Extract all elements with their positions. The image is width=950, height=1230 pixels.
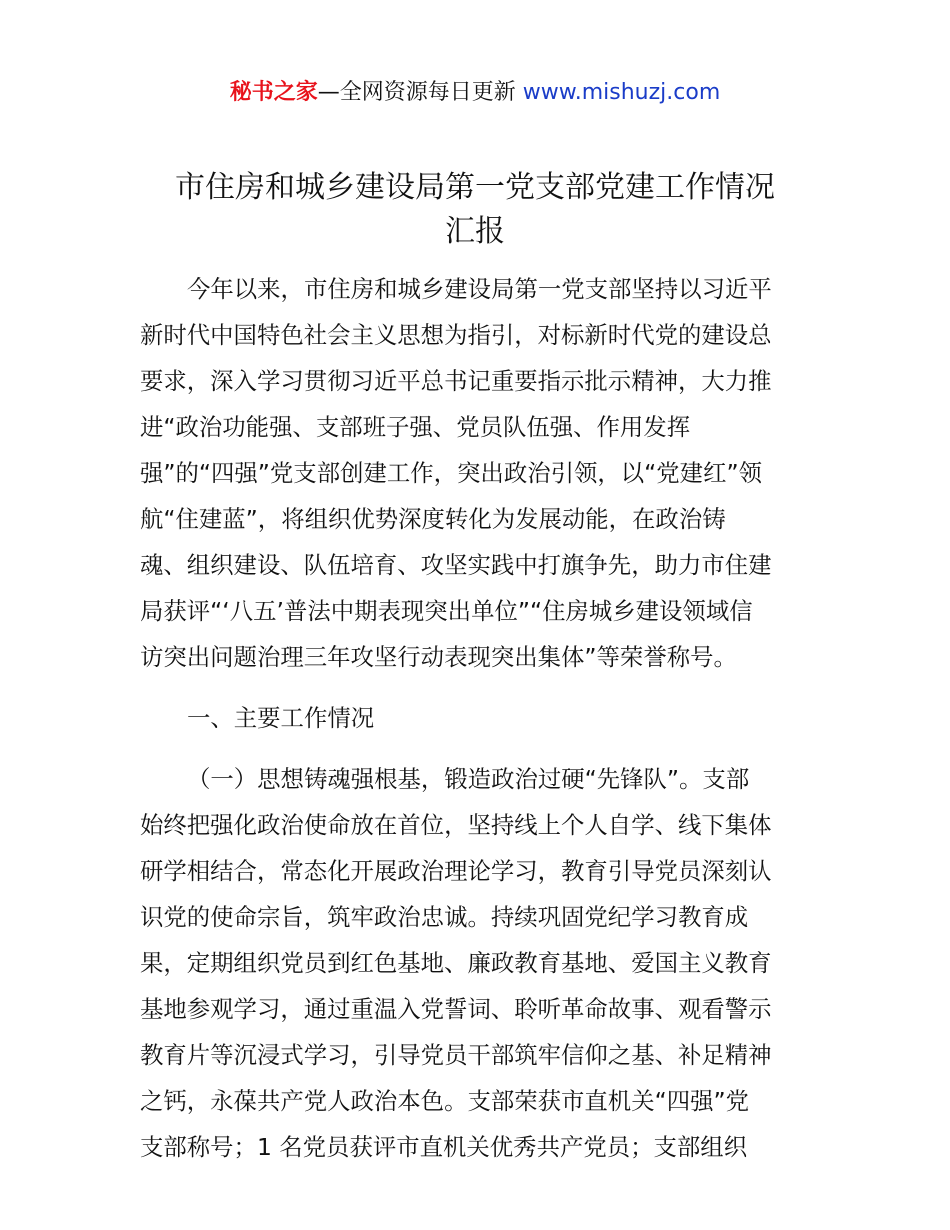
paragraph-line: 之钙，永葆共产党人政治本色。支部荣获市直机关“四强”党 xyxy=(140,1087,749,1115)
header-tagline: —全网资源每日更新 xyxy=(317,80,523,105)
paragraph-line: 果，定期组织党员到红色基地、廉政教育基地、爱国主义教育 xyxy=(140,949,772,977)
section-heading: 一、主要工作情况 xyxy=(187,704,375,732)
paragraph-line: 始终把强化政治使命放在首位，坚持线上个人自学、线下集体 xyxy=(140,811,772,839)
paragraph-line: 今年以来，市住房和城乡建设局第一党支部坚持以习近平 xyxy=(187,275,772,303)
document-title xyxy=(120,166,830,254)
paragraph-line: （一）思想铸魂强根基，锻造政治过硬“先锋队”。支部 xyxy=(187,765,750,793)
brand-name: 秘书之家 xyxy=(229,80,318,105)
intro-paragraph xyxy=(140,266,812,680)
paragraph-line: 局获评“‘八五’普法中期表现突出单位”“住房城乡建设领域信 xyxy=(140,597,753,625)
paragraph-line: 进“政治功能强、支部班子强、党员队伍强、作用发挥 xyxy=(140,413,691,441)
paragraph-line: 基地参观学习，通过重温入党誓词、聆听革命故事、观看警示 xyxy=(140,995,772,1023)
title-line-2: 汇报 xyxy=(445,214,505,249)
paragraph-line: 航“住建蓝”，将组织优势深度转化为发展动能，在政治铸 xyxy=(140,505,726,533)
paragraph-line: 新时代中国特色社会主义思想为指引，对标新时代党的建设总 xyxy=(140,321,772,349)
paragraph-line: 要求，深入学习贯彻习近平总书记重要指示批示精神，大力推 xyxy=(140,367,772,395)
paragraph-line: 识党的使命宗旨，筑牢政治忠诚。持续巩固党纪学习教育成 xyxy=(140,903,749,931)
paragraph-line: 强”的“四强”党支部创建工作，突出政治引领，以“党建红”领 xyxy=(140,459,762,487)
paragraph-line: 教育片等沉浸式学习，引导党员干部筑牢信仰之基、补足精神 xyxy=(140,1041,772,1069)
paragraph-line: 魂、组织建设、队伍培育、攻坚实践中打旗争先，助力市住建 xyxy=(140,551,772,579)
title-line-1: 市住房和城乡建设局第一党支部党建工作情况 xyxy=(175,170,775,205)
document-body xyxy=(140,266,812,1170)
paragraph-line: 研学相结合，常态化开展政治理论学习，教育引导党员深刻认 xyxy=(140,857,772,885)
subsection-paragraph xyxy=(140,756,812,1170)
site-header xyxy=(0,78,950,108)
paragraph-gap xyxy=(140,680,812,695)
paragraph-line: 支部称号；1 名党员获评市直机关优秀共产党员；支部组织 xyxy=(140,1133,748,1161)
paragraph-line: 访突出问题治理三年攻坚行动表现突出集体”等荣誉称号。 xyxy=(140,643,737,671)
paragraph-gap xyxy=(140,741,812,756)
site-url-link[interactable]: www.mishuzj.com xyxy=(522,80,721,105)
